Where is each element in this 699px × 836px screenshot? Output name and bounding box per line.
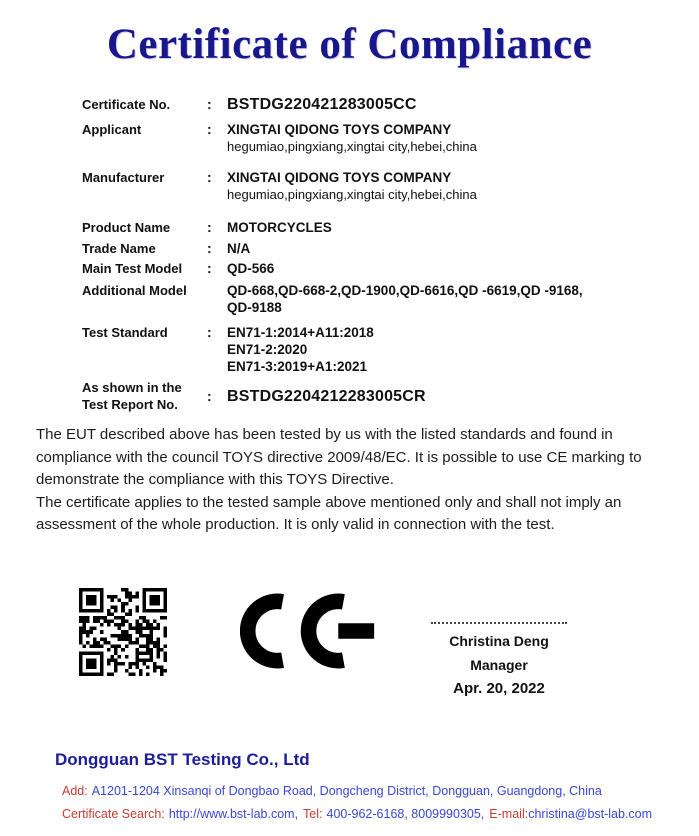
additional-model-line2: QD-9188 bbox=[227, 300, 282, 315]
test-report-number-value: BSTDG2204212283005CR bbox=[227, 387, 426, 405]
compliance-statement bbox=[36, 424, 668, 537]
field-colon: : bbox=[207, 169, 212, 185]
ce-marking-logo bbox=[240, 592, 379, 670]
lab-company-name: Dongguan BST Testing Co., Ltd bbox=[55, 750, 310, 769]
additional-model-line1: QD-668,QD-668-2,QD-1900,QD-6616,QD -6619,QD -9168, bbox=[227, 283, 583, 298]
field-applicant bbox=[82, 121, 667, 155]
signatory-role: Manager bbox=[470, 657, 528, 673]
email-value: christina@bst-lab.com bbox=[528, 807, 653, 821]
field-additional-model bbox=[82, 282, 667, 316]
signature-dotted-line bbox=[431, 622, 567, 624]
certificate-number-value: BSTDG220421283005CC bbox=[227, 96, 417, 113]
field-colon: : bbox=[207, 219, 212, 235]
field-label-line1: As shown in the bbox=[82, 380, 182, 395]
field-test-report-no bbox=[82, 379, 667, 413]
ce-letter-c bbox=[248, 601, 283, 660]
field-manufacturer bbox=[82, 169, 667, 203]
field-test-standard bbox=[82, 324, 667, 375]
field-label: Trade Name bbox=[82, 241, 156, 256]
ce-letter-e bbox=[309, 601, 344, 660]
tel-value: 400-962-6168, 8009990305, bbox=[326, 807, 485, 821]
manufacturer-name: XINGTAI QIDONG TOYS COMPANY bbox=[227, 170, 452, 185]
field-trade-name bbox=[82, 240, 667, 257]
test-standard-line: EN71-1:2014+A11:2018 bbox=[227, 325, 374, 340]
footer-contact-line bbox=[62, 806, 675, 822]
main-test-model-value: QD-566 bbox=[227, 261, 275, 276]
signatory-name: Christina Deng bbox=[449, 633, 549, 649]
applicant-address: hegumiao,pingxiang,xingtai city,hebei,china bbox=[227, 139, 477, 154]
field-main-test-model bbox=[82, 260, 667, 277]
footer-address-line bbox=[62, 783, 675, 799]
address-value: A1201-1204 Xinsanqi of Dongbao Road, Dongcheng District, Dongguan, Guangdong, China bbox=[91, 784, 602, 798]
signature-block bbox=[419, 622, 579, 699]
field-label: Test Standard bbox=[82, 325, 168, 340]
tel-label: Tel: bbox=[303, 807, 323, 821]
certificate-fields bbox=[82, 96, 667, 413]
test-standard-line: EN71-2:2020 bbox=[227, 342, 308, 357]
field-colon: : bbox=[207, 96, 212, 112]
product-name-value: MOTORCYCLES bbox=[227, 220, 332, 235]
trade-name-value: N/A bbox=[227, 241, 251, 256]
field-label-line2: Test Report No. bbox=[82, 397, 178, 412]
page-title: Certificate of Compliance bbox=[106, 21, 593, 68]
certificate-search-url: http://www.bst-lab.com, bbox=[168, 807, 299, 821]
field-colon: : bbox=[207, 260, 212, 276]
address-label: Add: bbox=[62, 784, 88, 798]
statement-paragraph-1: The EUT described above has been tested by us with the listed standards and found in compliance with the council TOYS directive 2009/48/EC. It is possible to use CE marking to demonstrate the compliance with this TOYS Directive. bbox=[36, 426, 642, 488]
field-colon: : bbox=[207, 240, 212, 256]
applicant-name: XINGTAI QIDONG TOYS COMPANY bbox=[227, 122, 452, 137]
statement-paragraph-2: The certificate applies to the tested sample above mentioned only and shall not imply an assessment of the whole production. It is only valid in connection with the test. bbox=[36, 493, 622, 533]
field-colon: : bbox=[207, 324, 212, 340]
field-label bbox=[82, 379, 207, 413]
email-label: E-mail: bbox=[489, 807, 529, 821]
field-colon: : bbox=[207, 121, 212, 137]
field-colon: : bbox=[207, 387, 212, 404]
field-label: Main Test Model bbox=[82, 261, 183, 276]
field-label: Product Name bbox=[82, 220, 171, 235]
footer bbox=[55, 750, 675, 829]
certificate-search-label: Certificate Search: bbox=[62, 807, 165, 821]
test-standard-line: EN71-3:2019+A1:2021 bbox=[227, 359, 367, 374]
manufacturer-address: hegumiao,pingxiang,xingtai city,hebei,china bbox=[227, 187, 477, 202]
field-certificate-no bbox=[82, 96, 667, 113]
signature-date: Apr. 20, 2022 bbox=[453, 680, 545, 697]
field-label: Certificate No. bbox=[82, 97, 171, 112]
qr-code bbox=[77, 588, 169, 676]
field-label: Applicant bbox=[82, 122, 142, 137]
field-label: Additional Model bbox=[82, 283, 187, 298]
field-product-name bbox=[82, 219, 667, 236]
field-label: Manufacturer bbox=[82, 170, 165, 185]
